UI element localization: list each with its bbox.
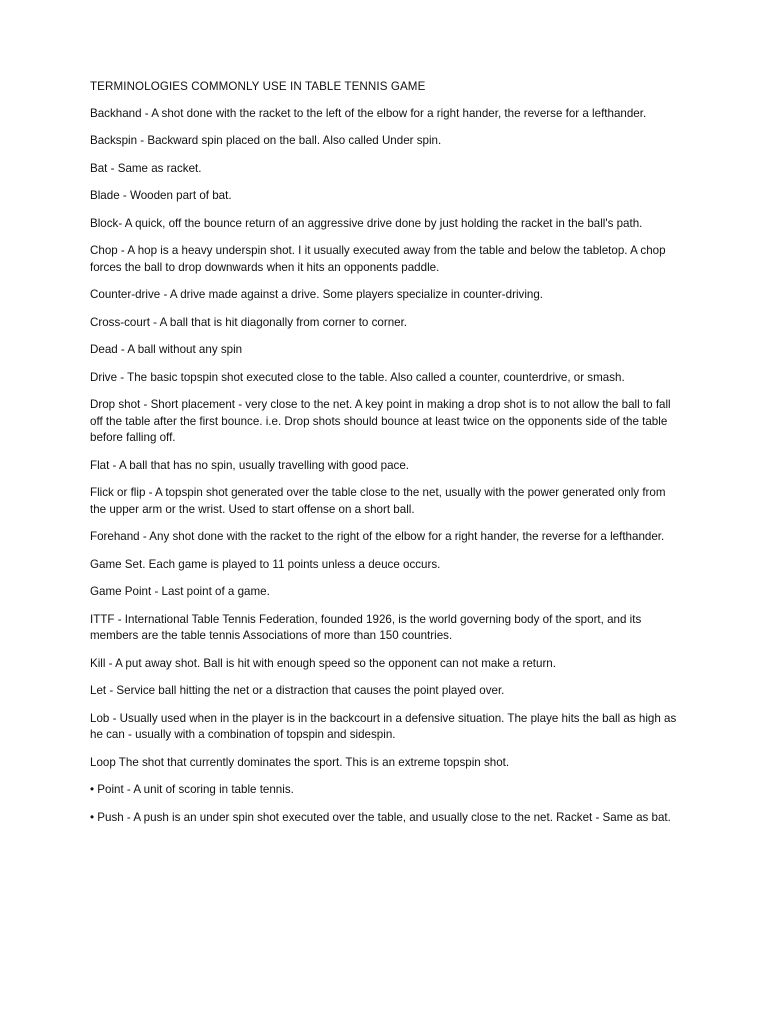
term-dead: Dead - A ball without any spin xyxy=(90,343,243,357)
term-flick-or-flip: Flick or flip - A topspin shot generated over the table close to the net, usually with the power generated only from the upper arm or the wrist. Used to start offense on a short ball. xyxy=(90,486,666,516)
term-backspin: Backspin - Backward spin placed on the ball. Also called Under spin. xyxy=(90,134,442,148)
term-lob: Lob - Usually used when in the player is in the backcourt in a defensive situation. The playe hits the ball as high as he can - usually with a combination of topspin and sidespin. xyxy=(90,711,677,742)
term-drop-shot: Drop shot - Short placement - very close to the net. A key point in making a drop shot is to not allow the ball to fall off the table after the first bounce. i.e. Drop shots should bounce at least twice on the opponents side of the table before falling off. xyxy=(90,398,671,445)
term-game-point: Game Point - Last point of a game. xyxy=(90,585,270,599)
term-ittf: ITTF - International Table Tennis Federation, founded 1926, is the world governing body of the sport, and its members are the table tennis Associations of more than 150 countries. xyxy=(90,612,642,643)
term-blade: Blade - Wooden part of bat. xyxy=(90,189,232,203)
term-loop: Loop The shot that currently dominates the sport. This is an extreme topspin shot. xyxy=(90,755,510,769)
term-push: • Push - A push is an under spin shot executed over the table, and usually close to the net. Racket - Same as bat. xyxy=(90,810,671,824)
term-chop: Chop - A hop is a heavy underspin shot. I it usually executed away from the table and below the tabletop. A chop forces the ball to drop downwards when it hits an opponents paddle. xyxy=(90,244,666,274)
term-game-set: Game Set. Each game is played to 11 points unless a deuce occurs. xyxy=(90,557,441,571)
term-let: Let - Service ball hitting the net or a distraction that causes the point played over. xyxy=(90,684,505,698)
term-block: Block- A quick, off the bounce return of an aggressive drive done by just holding the racket in the ball's path. xyxy=(90,216,643,230)
term-kill: Kill - A put away shot. Ball is hit with enough speed so the opponent can not make a return. xyxy=(90,656,556,670)
document-title: TERMINOLOGIES COMMONLY USE IN TABLE TENNIS GAME xyxy=(90,80,426,93)
document-body xyxy=(90,79,680,837)
term-flat: Flat - A ball that has no spin, usually travelling with good pace. xyxy=(90,458,410,472)
term-backhand: Backhand - A shot done with the racket to the left of the elbow for a right hander, the reverse for a lefthander. xyxy=(90,106,647,120)
term-counter-drive: Counter-drive - A drive made against a drive. Some players specialize in counter-driving. xyxy=(90,288,544,302)
term-bat: Bat - Same as racket. xyxy=(90,161,202,175)
term-forehand: Forehand - Any shot done with the racket to the right of the elbow for a right hander, the reverse for a lefthander. xyxy=(90,530,665,544)
term-drive: Drive - The basic topspin shot executed close to the table. Also called a counter, counterdrive, or smash. xyxy=(90,370,625,384)
term-cross-court: Cross-court - A ball that is hit diagonally from corner to corner. xyxy=(90,315,408,329)
term-point: • Point - A unit of scoring in table tennis. xyxy=(90,783,294,797)
